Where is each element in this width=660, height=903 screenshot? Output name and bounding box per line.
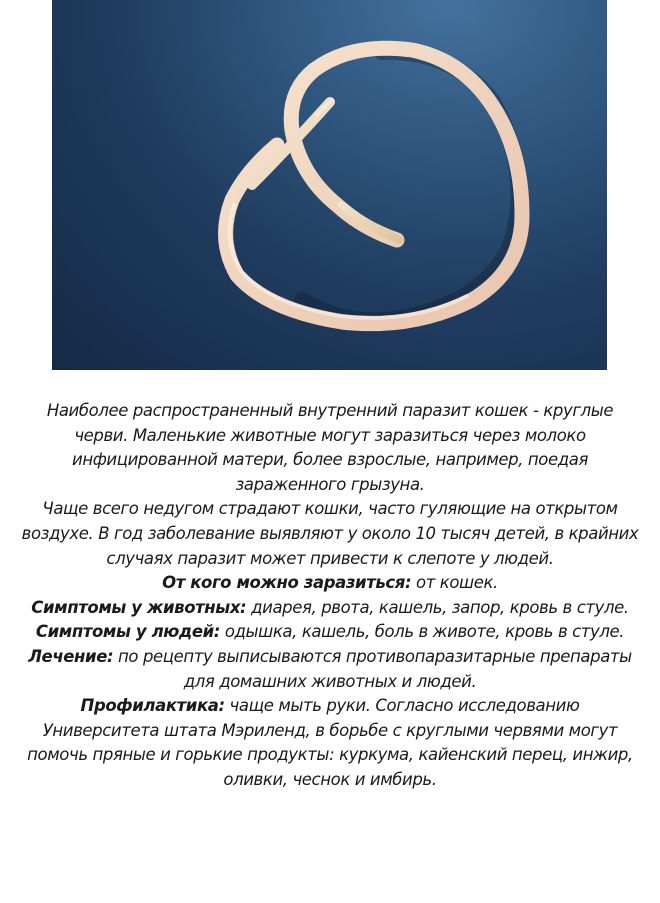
section-label: От кого можно заразиться:: [162, 573, 412, 593]
section-prevention: [20, 694, 640, 792]
intro-paragraph-2: Чаще всего недугом страдают кошки, часто гуляющие на открытом воздухе. В год заболевание выявляют у около 10 тысяч детей, в крайних случаях паразит может привести к слепоте у людей.: [21, 499, 639, 568]
section-label: Симптомы у людей:: [35, 622, 220, 642]
intro-paragraph-1: Наиболее распространенный внутренний паразит кошек - круглые черви. Маленькие животные могут заразиться через молоко инфицированной матери, более взрослые, например, поедая зараженного грызуна.: [46, 401, 614, 494]
section-label: Симптомы у животных:: [31, 597, 247, 617]
article-text: [20, 399, 640, 793]
roundworm-photo: [52, 0, 607, 370]
section-text: чаще мыть руки. Согласно исследованию Университета штата Мэриленд, в борьбе с круглыми червями могут помочь пряные и горькие продукты: куркума, кайенский перец, инжир, оливки, чеснок и имбирь.: [27, 696, 633, 789]
section-text: по рецепту выписываются противопаразитарные препараты для домашних животных и людей.: [113, 646, 632, 691]
section-infection-source: [20, 571, 640, 596]
section-label: Лечение:: [28, 646, 114, 666]
section-text: диарея, рвота, кашель, запор, кровь в стуле.: [246, 597, 629, 617]
section-human-symptoms: [20, 620, 640, 645]
section-text: от кошек.: [411, 573, 498, 593]
section-text: одышка, кашель, боль в животе, кровь в стуле.: [219, 622, 625, 642]
section-label: Профилактика:: [80, 696, 225, 716]
section-treatment: [20, 645, 640, 694]
worm-illustration: [52, 0, 607, 370]
section-animal-symptoms: [20, 596, 640, 621]
